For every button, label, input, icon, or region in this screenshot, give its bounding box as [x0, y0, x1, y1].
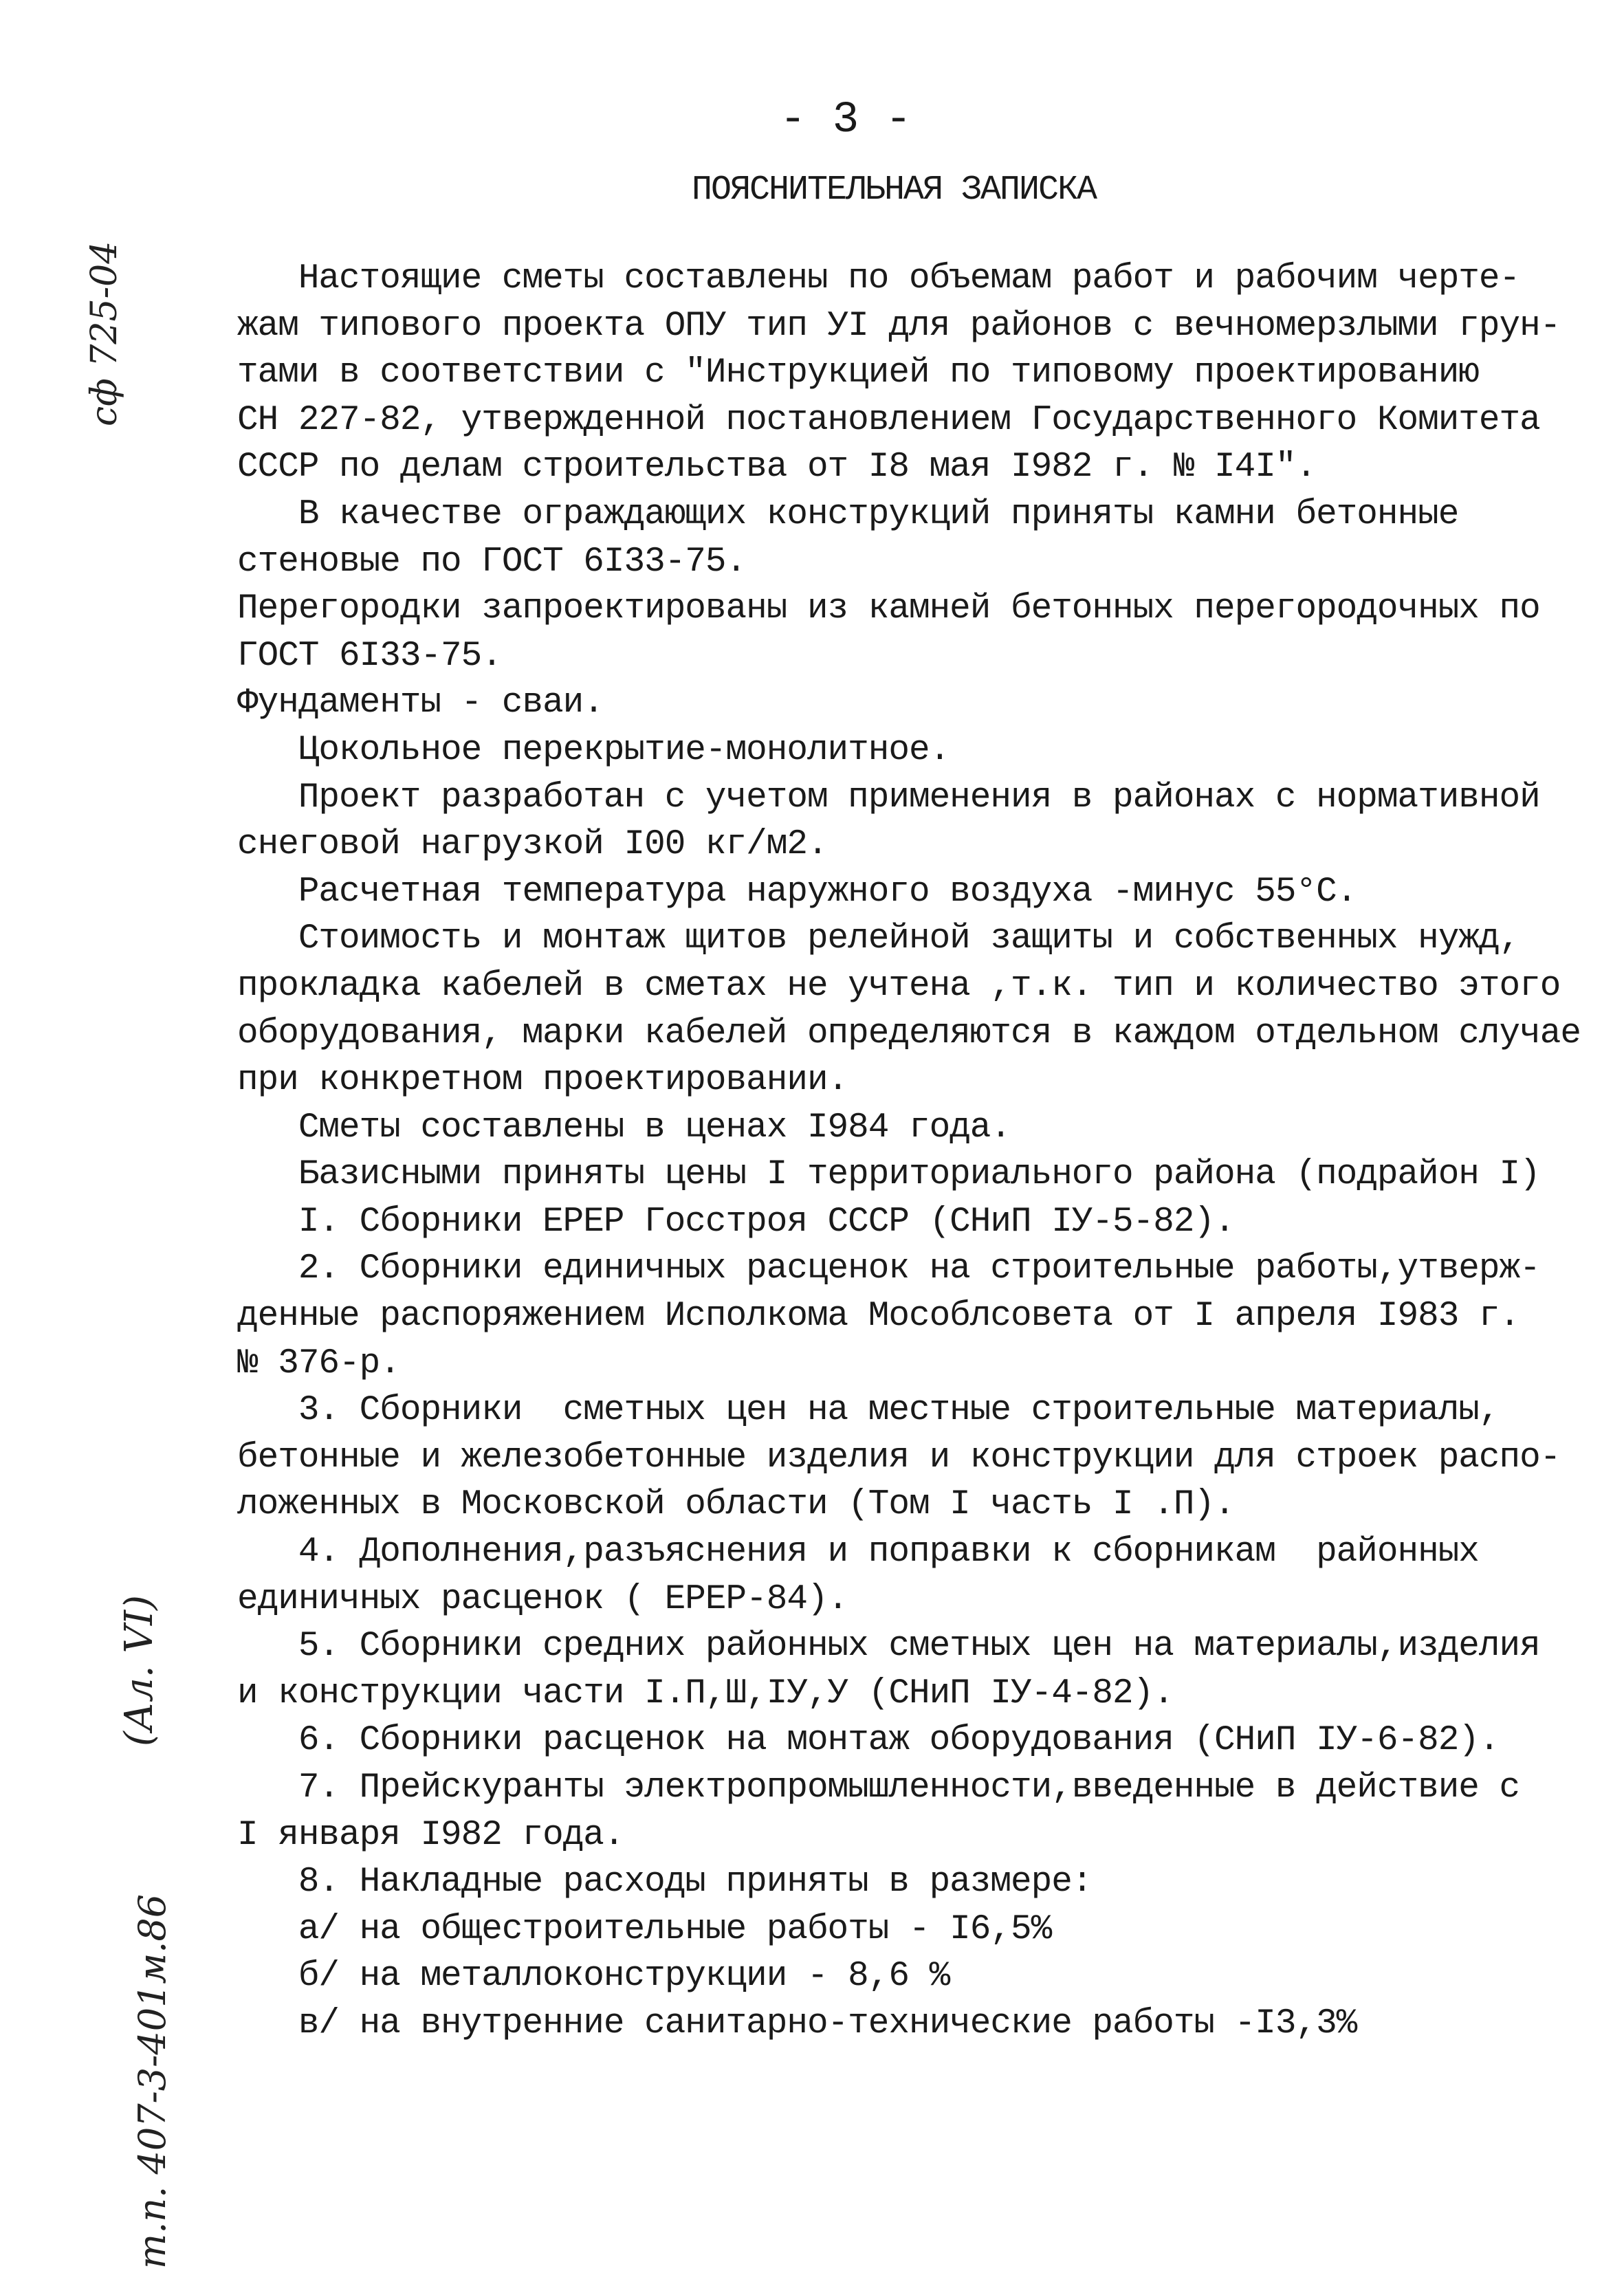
- text-line: 5. Сборники средних районных сметных цен на материалы,изделия: [237, 1627, 1540, 1667]
- text-line: ГОСТ 6I33-75.: [237, 636, 502, 676]
- text-line: Перегородки запроектированы из камней бетонных перегородочных по: [237, 589, 1540, 629]
- text-line: 3. Сборники сметных цен на местные строительные материалы,: [237, 1391, 1500, 1431]
- text-line: денные распоряжением Исполкома Мособлсовета от I апреля I983 г.: [237, 1297, 1520, 1337]
- text-line: при конкретном проектировании.: [237, 1061, 848, 1101]
- margin-note-top: сф 725-04: [84, 241, 125, 426]
- text-line: Проект разработан с учетом применения в районах с нормативной: [237, 778, 1540, 817]
- text-line: 8. Накладные расходы приняты в размере:: [237, 1863, 1093, 1902]
- text-line: I января I982 года.: [237, 1815, 624, 1855]
- text-line: I. Сборники ЕРЕР Госстроя СССР (СНиП IУ-5-82).: [237, 1202, 1235, 1242]
- text-line: 4. Дополнения,разъяснения и поправки к сборникам районных: [237, 1533, 1479, 1572]
- text-line: тами в соответствии с "Инструкцией по типовому проектированию: [237, 353, 1479, 393]
- text-line: стеновые по ГОСТ 6I33-75.: [237, 542, 747, 582]
- text-line: в/ на внутренние санитарно-технические работы -I3,3%: [237, 2003, 1357, 2043]
- page-title: ПОЯСНИТЕЛЬНАЯ ЗАПИСКА: [691, 171, 1097, 210]
- text-line: № 376-р.: [237, 1343, 400, 1383]
- margin-note-bottom: т.п. 407-3-401м.86: [131, 1893, 174, 2269]
- text-line: 2. Сборники единичных расценок на строительные работы,утверж-: [237, 1249, 1540, 1289]
- text-line: Цокольное перекрытие-монолитное.: [237, 730, 950, 770]
- page-number: - 3 -: [779, 96, 912, 145]
- text-line: оборудования, марки кабелей определяются в каждом отдельном случае: [237, 1013, 1581, 1053]
- text-line: 7. Прейскуранты электропромышленности,введенные в действие с: [237, 1768, 1520, 1808]
- text-line: Фундаменты - сваи.: [237, 683, 604, 723]
- text-line: 6. Сборники расценок на монтаж оборудования (СНиП IУ-6-82).: [237, 1721, 1500, 1761]
- text-line: прокладка кабелей в сметах не учтена ,т.к. тип и количество этого: [237, 966, 1561, 1006]
- text-line: а/ на общестроительные работы - I6,5%: [237, 1909, 1052, 1949]
- text-line: жам типового проекта ОПУ тип УI для районов с вечномерзлыми грун-: [237, 306, 1561, 346]
- text-line: СН 227-82, утвержденной постановлением Государственного Комитета: [237, 400, 1540, 440]
- document-body: [237, 256, 1581, 2048]
- text-line: Стоимость и монтаж щитов релейной защиты и собственных нужд,: [237, 919, 1520, 959]
- text-line: бетонные и железобетонные изделия и конструкции для строек распо-: [237, 1438, 1561, 1478]
- margin-note-middle: (Ал. VI): [117, 1595, 162, 1746]
- text-line: Сметы составлены в ценах I984 года.: [237, 1108, 1011, 1148]
- text-line: снеговой нагрузкой I00 кг/м2.: [237, 825, 828, 865]
- text-line: СССР по делам строительства от I8 мая I982 г. № I4I".: [237, 448, 1317, 487]
- text-line: и конструкции части I.П,Ш,IУ,У (СНиП IУ-4-82).: [237, 1673, 1174, 1713]
- text-line: б/ на металлоконструкции - 8,6 %: [237, 1957, 950, 1997]
- text-line: Базисными приняты цены I территориального района (подрайон I): [237, 1155, 1540, 1195]
- text-line: В качестве ограждающих конструкций приняты камни бетонные: [237, 494, 1459, 534]
- text-line: Настоящие сметы составлены по объемам работ и рабочим черте-: [237, 259, 1520, 298]
- text-line: единичных расценок ( ЕРЕР-84).: [237, 1579, 848, 1619]
- text-line: Расчетная температура наружного воздуха -минус 55°С.: [237, 872, 1357, 912]
- text-line: ложенных в Московской области (Том I часть I .П).: [237, 1485, 1235, 1525]
